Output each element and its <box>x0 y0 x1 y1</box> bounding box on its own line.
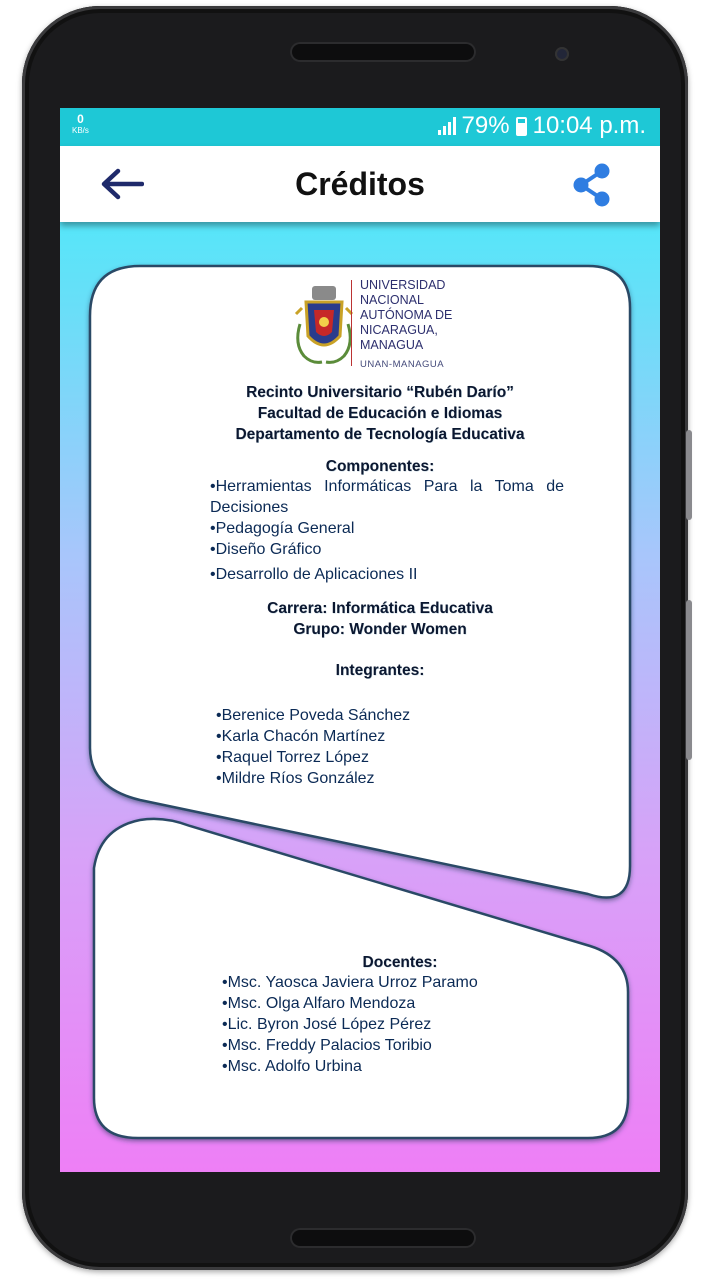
career-block <box>160 598 600 640</box>
status-indicators <box>438 112 646 140</box>
integrantes-list <box>216 705 410 789</box>
logo-line-1: UNIVERSIDAD <box>360 278 446 292</box>
credits-content <box>60 108 660 1172</box>
list-item: •Karla Chacón Martínez <box>216 728 386 745</box>
clock: 10:04 p.m. <box>532 112 646 139</box>
list-item: •Herramientas Informáticas Para la Toma de Decisiones <box>210 478 564 516</box>
list-item: •Msc. Freddy Palacios Toribio <box>222 1037 432 1054</box>
componentes-heading: Componentes: <box>325 458 435 475</box>
power-button <box>686 430 692 520</box>
faculty-name: Facultad de Educación e Idiomas <box>257 405 503 422</box>
volume-button <box>686 600 692 760</box>
logo-acronym: UNAN-MANAGUA <box>360 359 445 370</box>
docentes-heading: Docentes: <box>362 954 438 971</box>
logo-line-3: AUTÓNOMA DE <box>360 308 453 322</box>
campus-name: Recinto Universitario “Rubén Darío” <box>246 384 514 401</box>
integrantes-heading: Integrantes: <box>335 662 425 679</box>
page-title: Créditos <box>295 166 425 202</box>
list-item: •Lic. Byron José López Pérez <box>222 1016 432 1033</box>
institution-block <box>160 382 600 445</box>
career-name: Carrera: Informática Educativa <box>267 600 493 617</box>
battery-icon <box>516 117 527 136</box>
status-bar <box>60 108 660 146</box>
bottom-speaker <box>290 1228 476 1248</box>
list-item: •Msc. Adolfo Urbina <box>222 1058 362 1075</box>
share-icon[interactable] <box>570 162 614 208</box>
logo-line-5: MANAGUA <box>360 338 424 352</box>
list-item: •Desarrollo de Aplicaciones II <box>210 566 418 583</box>
network-speed <box>72 114 89 136</box>
department-name: Departamento de Tecnología Educativa <box>235 426 525 443</box>
list-item: •Mildre Ríos González <box>216 770 375 787</box>
list-item: •Msc. Olga Alfaro Mendoza <box>222 995 416 1012</box>
front-camera <box>555 47 569 61</box>
list-item: •Berenice Poveda Sánchez <box>216 707 411 724</box>
battery-percent: 79% <box>461 112 510 139</box>
group-name: Grupo: Wonder Women <box>293 621 467 638</box>
logo-divider <box>351 280 352 366</box>
network-speed-unit: KB/s <box>72 126 89 135</box>
screen <box>60 108 660 1172</box>
logo-line-2: NACIONAL <box>360 293 424 307</box>
logo-line-4: NICARAGUA, <box>360 323 438 337</box>
app-bar <box>60 146 660 222</box>
university-name <box>360 278 452 372</box>
componentes-list <box>210 476 564 585</box>
network-speed-value: 0 <box>77 112 84 126</box>
list-item: •Pedagogía General <box>210 520 355 537</box>
list-item: •Msc. Yaosca Javiera Urroz Paramo <box>222 974 478 991</box>
signal-icon <box>438 117 456 135</box>
list-item: •Raquel Torrez López <box>216 749 369 766</box>
docentes-list <box>222 972 478 1077</box>
earpiece-speaker <box>290 42 476 62</box>
list-item: •Diseño Gráfico <box>210 541 322 558</box>
